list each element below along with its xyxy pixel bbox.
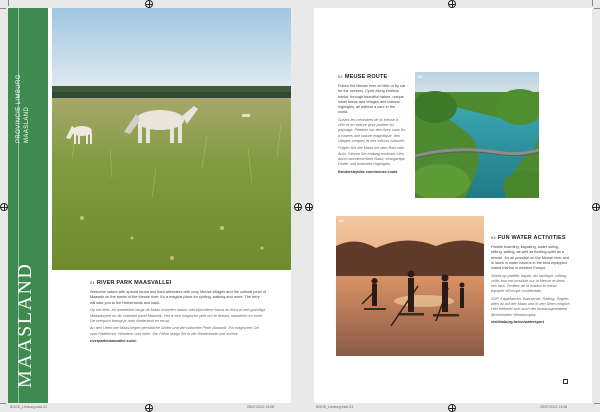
region-tag-line: MAASLAND [24, 106, 30, 143]
section-title: FUN WATER ACTIVITIES [497, 235, 566, 241]
section-heading [491, 235, 571, 241]
trim-line [592, 0, 593, 6]
registration-mark-icon [0, 203, 8, 211]
body-paragraph: Folgen Sie der Maas mit dem Rad oder Auto. Fahren Sie entlang endloser Ufer, durch wunderschöne Natur, einzigartige Dörfer und kulturelle Highlights. [338, 146, 405, 167]
trim-line [8, 0, 9, 6]
website-link[interactable]: visitlimburg.be/en/watersport [491, 320, 544, 325]
registration-mark-icon [145, 0, 153, 8]
trim-line [0, 8, 6, 9]
section-title: RIVER PARK MAASVALLEI [96, 280, 172, 286]
registration-mark-icon [448, 0, 456, 8]
body-paragraph: Follow the Meuse river on bike or by car for the scenery. Cycle along endless banks, through beautiful nature, unique small towns and villages and cultural highlights, all without a care in the world. [338, 84, 406, 115]
section-heading [90, 280, 266, 286]
body-paragraph: SUP, Kajakfahren, Wasserski, Rafting, Segeln, alles ist auf der Maas und in den Seen möglich. Hier befindet sich auch der bestausgestattete Binnenhafen Westeuropas. [491, 297, 571, 317]
meadow-horses-photo [52, 8, 291, 270]
section-number: 01 [90, 280, 95, 285]
left-page [8, 8, 291, 403]
right-page [314, 8, 592, 403]
photo-number: 02 [418, 74, 423, 79]
meuse-river-photo [415, 72, 539, 198]
registration-mark-icon [592, 203, 600, 211]
trim-line [0, 403, 6, 404]
registration-mark-icon [145, 404, 153, 412]
trim-line [594, 8, 600, 9]
paddleboard-sunset-photo [336, 216, 484, 356]
body-paragraph: Op het fiets- en wandelnet langs de Maas wisselen natuur met bijzondere fauna en flora af met gezellige Maasdorpen en de culturele parel Maaseik. Het is een magische plek om te fietsen, wandelen en meer. De veerpont brengt je naar Nederland en terug. [90, 308, 266, 323]
slug-file-right: BOOK_Limburg.indd 23 [316, 405, 354, 409]
slug-date-left: 28/07/2022 13:08 [247, 405, 275, 409]
website-link[interactable]: flandersbybike.com/meuse-route [338, 169, 398, 174]
region-tag-line: PROVINCIE LIMBURG [16, 74, 22, 143]
section-title: MEUSE ROUTE [344, 74, 388, 80]
website-link[interactable]: riverparkmaasvallei.eu/en [90, 339, 137, 344]
page-corner-icon [563, 379, 568, 384]
registration-mark-icon [294, 203, 302, 211]
meuse-route-section [338, 74, 406, 177]
body-paragraph: Stand-up paddle, kayak, ski nautique, rafting, voile, tout est possible sur la Meuse et dans ses lacs. Profitez de la marina la mieux équipée d'Europe occidentale. [491, 273, 567, 294]
slug-date-right: 28/07/2022 13:08 [540, 405, 568, 409]
river-park-section [90, 280, 266, 347]
fun-water-section [491, 235, 571, 328]
slug-file-left: BOOK_Limburg.indd 22 [10, 405, 48, 409]
body-paragraph: Suivez les méandres de la Meuse à vélo et en voiture pour profiter du paysage. Pédalez sur des rives sans fin, à travers une nature magnifique, des villages uniques et des trésors culturels. [338, 117, 406, 143]
region-title: MAASLAND [14, 262, 36, 388]
region-side-band [8, 8, 48, 403]
section-number: 02 [338, 74, 343, 79]
region-tag [15, 74, 31, 143]
section-heading [338, 74, 406, 80]
photo-number: 03 [339, 218, 344, 223]
section-number: 03 [491, 235, 496, 240]
body-paragraph: Paddle boarding, kayaking, water skiing, rafting, sailing, as well as floating quiet as a mouse. It's all possible on the Meuse river and in lakes in water havens in the best equipped inland marina in western Europe. [491, 245, 569, 271]
registration-mark-icon [448, 404, 456, 412]
registration-mark-icon [305, 203, 313, 211]
trim-line [594, 403, 600, 404]
body-paragraph: An den Ufern der Maas liegen gemütliche Dörfer und die kulturelle Perle Maaseik. Ein magischer Ort zum Radfahren, Wandern und mehr. Die Fähre bringt Sie in die Niederlande und zurück. [90, 326, 259, 336]
body-paragraph: Welcome nature with special fauna and flora alternates with cosy Meuse villages and the cultural pearl of Maaseik on the banks of the Meuse river. It's a magical place for cycling, walking and more. The ferry will take you to the Netherlands and back. [90, 290, 266, 305]
